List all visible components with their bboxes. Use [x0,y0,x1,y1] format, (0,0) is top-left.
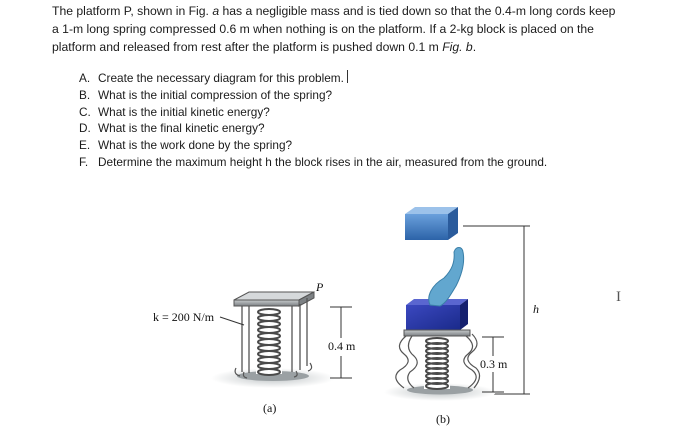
pushdown-label: 0.3 m [480,357,508,371]
spring-label-leader [220,317,244,325]
question-letter: C. [79,104,91,119]
problem-text-segment: The platform P, shown in Fig. [52,4,213,18]
figure-b [384,207,539,426]
fig-a-reference: a [212,4,220,18]
question-text: What is the initial kinetic energy? [98,104,270,119]
height-label: h [533,302,539,316]
figure-a [153,280,356,415]
platform-b [404,330,470,336]
question-text: What is the initial compression of the spring? [98,87,333,102]
problem-text-segment: has a negligible mass and is tied down so that the 0.4-m long cords keep [219,4,616,18]
platform-label: P [316,280,324,294]
problem-line-2: a 1-m long spring compressed 0.6 m when nothing is on the platform. If a 2-kg block is placed on the [52,22,594,36]
problem-text-segment: platform and released from rest after the platform is pushed down 0.1 m [52,40,443,54]
question-letter: B. [79,87,91,102]
question-letter: D. [79,121,91,136]
question-text: What is the work done by the spring? [98,138,293,153]
raised-block [405,214,448,240]
question-text: Create the necessary diagram for this problem. [98,71,344,85]
spring-constant-label: k = 200 N/m [153,310,215,324]
cord-length-label: 0.4 m [328,339,356,353]
problem-text-segment: . [472,40,477,54]
caption-b: (b) [436,412,450,426]
hand-pushing [429,248,464,307]
i-beam-cursor-icon: I [616,289,621,305]
fig-b-reference: Fig. b [442,40,473,54]
spring-b [424,337,450,389]
question-letter: F. [79,154,89,169]
question-letter: A. [79,71,91,85]
spring-a [256,308,282,375]
question-text: What is the final kinetic energy? [98,121,265,136]
block-on-platform [406,305,460,330]
question-letter: E. [79,138,91,153]
caption-a: (a) [263,401,277,415]
platform-p [234,300,299,306]
question-text: Determine the maximum height h the block rises in the air, measured from the ground. [98,154,548,169]
